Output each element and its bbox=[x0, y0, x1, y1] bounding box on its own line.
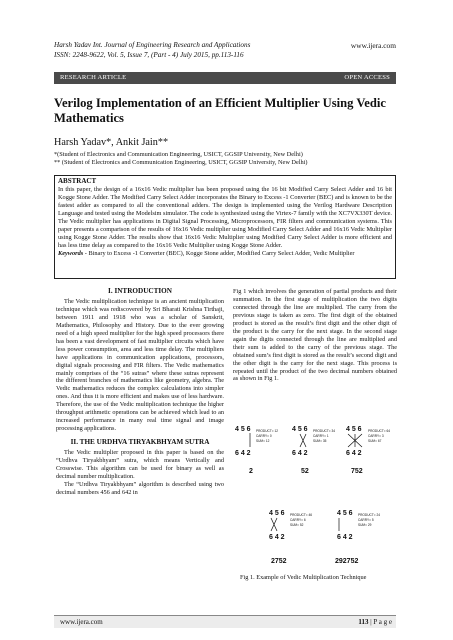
panel-1-result: 2 bbox=[249, 468, 253, 475]
journal-line-1: Harsh Yadav Int. Journal of Engineering Research and Applications bbox=[54, 41, 251, 49]
abstract-box bbox=[54, 175, 396, 279]
method-paragraph: Fig 1 which involves the generation of partial products and their summation. In the first stage of multiplication the two digits connected through the line are multiplied. The carry from the previous stage is taken as zero. The first digit of the obtained product is stored as the result’s first digit and the other digit of the product is the carry for the next stage. In the second stage again the digits connected through the line are multiplied and their sum is added to the carry of the previous stage. The obtained sum’s first digit is stored as the result’s second digit and the other digit is the carry for the next stage. This process is repeated until the product of the two decimal numbers obtained as shown in Fig 1. bbox=[233, 288, 397, 383]
page-footer bbox=[54, 615, 396, 628]
panel-5-bottom: 6 4 2 bbox=[337, 534, 353, 541]
intro-paragraph: The Vedic multiplication technique is an ancient multiplication technique which was rediscovered by Sri Bharati Krishna Tirthaji, between 1911 and 1918 who was a scholar of Sanskrit, Mathematics, Philosophy and History. Due to the ever growing need of a high speed multiplier for the high speed processors there has been a vast development of fast multiplier circuits which have less power consumption, area and less time delay. The multipliers have applications in communication applications, processors, digital signals processing and FIR filters. The Vedic mathematics mainly comprises of the “16 sutras” where these sutras represent the different branches of mathematics like geometry, algebra. The Vedic mathematics reduces the complex calculations into simpler ones. And thus it is more efficient and makes use of less hardware. Therefore, the use of the Vedic multiplication technique the higher throughput arithmetic operations can be achieved which lead to an increased performance in many real time signal and image processing applications. bbox=[56, 297, 224, 433]
panel-5-note-3: SUM= 29 bbox=[358, 523, 372, 527]
panel-3-bottom: 6 4 2 bbox=[346, 450, 362, 457]
banner-open-access: OPEN ACCESS bbox=[344, 74, 390, 81]
affiliation-2: ** (Student of Electronics and Communication Engineering, USICT, GGSIP University, New Delhi) bbox=[54, 159, 308, 166]
panel-1-note-3: SUM= 12 bbox=[256, 439, 270, 443]
section-2-heading: II. THE URDHVA TIRYAKBHYAM SUTRA bbox=[70, 438, 210, 447]
figure-vedic-multiplication bbox=[233, 418, 397, 586]
running-header bbox=[54, 41, 396, 60]
panel-5 bbox=[335, 510, 380, 565]
section-1-heading: I. INTRODUCTION bbox=[108, 287, 172, 295]
panel-2-note-3: SUM= 35 bbox=[313, 439, 327, 443]
sutra-paragraph-1: The Vedic multiplier proposed in this paper is based on the “Urdhva Tiryakbhyam” sutra, which means Vertically and Crosswise. This algorithm can be used for binary as well as decimal number multiplication. bbox=[56, 449, 224, 480]
panel-1-note-1: PRODUCT= 12 bbox=[256, 429, 279, 433]
panel-2-top: 4 5 6 bbox=[292, 426, 308, 433]
panel-4-note-1: PRODUCT= 46 bbox=[290, 513, 313, 517]
panel-2-bottom: 6 4 2 bbox=[292, 450, 308, 457]
footer-page-number bbox=[358, 618, 392, 626]
panel-4-note-2: CARRY= 6 bbox=[290, 518, 306, 522]
panel-2 bbox=[292, 426, 335, 475]
page-number: 113 bbox=[358, 618, 369, 626]
affiliations bbox=[54, 151, 413, 167]
panel-4 bbox=[269, 510, 312, 565]
page-suffix: | P a g e bbox=[368, 618, 392, 626]
panel-2-note-2: CARRY= 1 bbox=[313, 434, 329, 438]
panel-5-note-2: CARRY= 5 bbox=[358, 518, 374, 522]
panel-1-top: 4 5 6 bbox=[235, 426, 251, 433]
header-url-link[interactable]: www.ijera.com bbox=[350, 41, 396, 50]
keywords-text: - Binary to Excess -1 Converter (BEC), Kogge Stone adder, Modified Carry Select Adder, Vedic Multiplier bbox=[83, 249, 355, 257]
article-type-banner bbox=[54, 72, 396, 84]
panel-3-note-2: CARRY= 3 bbox=[368, 434, 384, 438]
panel-3 bbox=[346, 426, 390, 475]
figure-caption: Fig 1. Example of Vedic Multiplication Technique bbox=[240, 574, 367, 581]
keywords bbox=[58, 250, 392, 258]
panel-3-note-3: SUM= 67 bbox=[368, 439, 382, 443]
panel-1 bbox=[235, 426, 278, 475]
journal-line-2: ISSN: 2248-9622, Vol. 5, Issue 7, (Part - 4) July 2015, pp.113-116 bbox=[54, 50, 244, 59]
panel-4-result: 2752 bbox=[271, 558, 287, 565]
panel-4-top: 4 5 6 bbox=[269, 510, 285, 517]
footer-url-link[interactable]: www.ijera.com bbox=[60, 618, 103, 626]
panel-2-result: 52 bbox=[301, 468, 309, 475]
keywords-label: Keywords bbox=[58, 249, 84, 257]
affiliation-1: *(Student of Electronics and Communication Engineering, USICT, GGSIP University, New Delhi) bbox=[54, 151, 303, 158]
panel-5-note-1: PRODUCT= 24 bbox=[358, 513, 381, 517]
abstract-body: In this paper, the design of a 16x16 Vedic multiplier has been proposed using the 16 bit Modified Carry Select Adder and 16 bit Kogge Stone Adder. The Modified Carry Select Adder incorporates the Binary to Excess -1 Converter (BEC) and is known to be the fastest adder as compared to all the conventional adders. The design is implemented using the Verilog Hardware Description Language and tested using the Modelsim simulator. The code is synthesized using the Virtex-7 family with the XC7VX330T device. The Vedic multiplier has applications in Digital Signal Processing, Microprocessors, FIR filters and communication systems. This paper presents a comparison of the results of 16x16 Vedic multiplier using Modified Carry Select Adder and 16x16 Vedic Multiplier using Kogge Stone Adder. The results show that 16x16 Vedic Multiplier using Modified Carry Select Adder is more efficient and has less time delay as compared to the 16x16 Vedic Multiplier using Kogge Stone Adder. bbox=[58, 185, 392, 249]
panel-1-bottom: 6 4 2 bbox=[235, 450, 251, 457]
abstract-heading: ABSTRACT bbox=[58, 177, 97, 185]
panel-4-bottom: 6 4 2 bbox=[269, 534, 285, 541]
panel-2-note-1: PRODUCT= 34 bbox=[313, 429, 336, 433]
paper-title: Verilog Implementation of an Efficient Multiplier Using Vedic Mathematics bbox=[54, 96, 386, 125]
authors: Harsh Yadav*, Ankit Jain** bbox=[54, 137, 169, 148]
panel-5-result: 292752 bbox=[335, 558, 359, 565]
right-column bbox=[233, 288, 397, 383]
panel-3-note-1: PRODUCT= 64 bbox=[368, 429, 391, 433]
panel-5-top: 4 5 6 bbox=[337, 510, 353, 517]
left-column bbox=[56, 288, 224, 497]
panel-3-top: 4 5 6 bbox=[346, 426, 362, 433]
banner-research-article: RESEARCH ARTICLE bbox=[60, 74, 127, 81]
panel-4-note-3: SUM= 52 bbox=[290, 523, 304, 527]
panel-3-result: 752 bbox=[351, 468, 363, 475]
sutra-paragraph-2: The “Urdhva Tiryakbhyam” algorithm is described using two decimal numbers 456 and 642 in bbox=[56, 480, 224, 496]
panel-1-note-2: CARRY= 0 bbox=[256, 434, 272, 438]
